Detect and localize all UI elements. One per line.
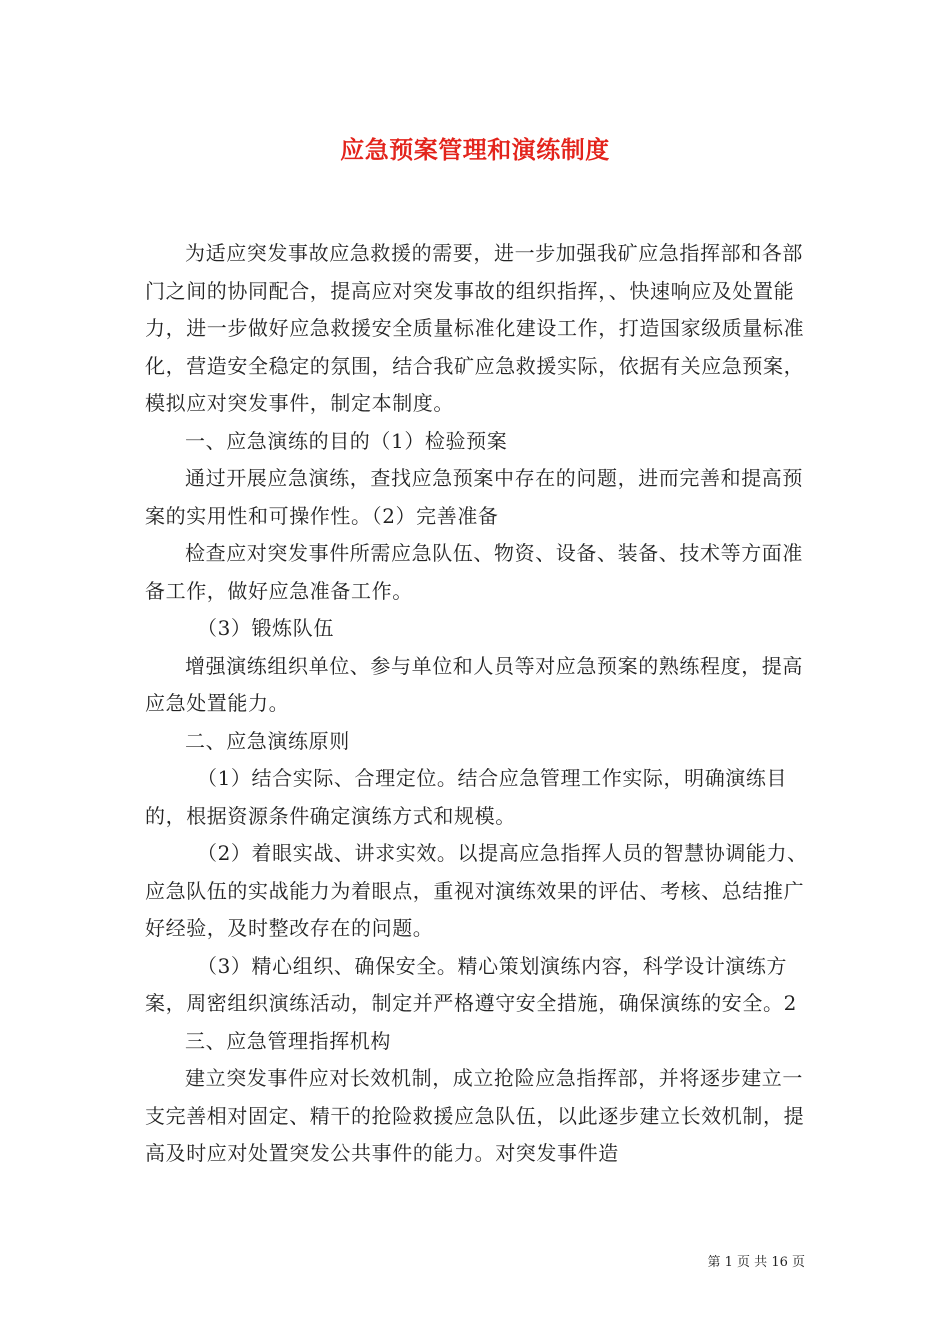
- paragraph-intro: 为适应突发事故应急救援的需要，进一步加强我矿应急指挥部和各部门之间的协同配合，提高应对突发事故的组织指挥，、快速响应及处置能力，进一步做好应急救援安全质量标准化建设工作，打造国家级质量标准化，营造安全稳定的氛围，结合我矿应急救援实际，依据有关应急预案，模拟应对突发事件，制定本制度。: [145, 241, 805, 415]
- paragraph-principle-1: （1）结合实际、合理定位。结合应急管理工作实际，明确演练目的，根据资源条件确定演练方式和规模。: [145, 766, 788, 828]
- paragraph-principle-2: （2）着眼实战、讲求实效。以提高应急指挥人员的智慧协调能力、应急队伍的实战能力为着眼点，重视对演练效果的评估、考核、总结推广好经验，及时整改存在的问题。: [145, 841, 808, 940]
- paragraph-inspect-plan: 通过开展应急演练，查找应急预案中存在的问题，进而完善和提高预案的实用性和可操作性。（2）完善准备: [145, 466, 803, 528]
- paragraph-train-team-heading: （3）锻炼队伍: [197, 616, 334, 640]
- paragraph-improve-preparation: 检查应对突发事件所需应急队伍、物资、设备、装备、技术等方面准备工作，做好应急准备工作。: [145, 541, 803, 603]
- paragraph-train-team: 增强演练组织单位、参与单位和人员等对应急预案的熟练程度，提高应急处置能力。: [145, 653, 803, 715]
- paragraph-principle-3: （3）精心组织、确保安全。精心策划演练内容，科学设计演练方案，周密组织演练活动，制定并严格遵守安全措施，确保演练的安全。2: [145, 953, 797, 1015]
- paragraph-section-3-heading: 三、应急管理指挥机构: [185, 1028, 391, 1053]
- paragraph-section-2-heading: 二、应急演练原则: [185, 728, 350, 753]
- document-body: [145, 235, 810, 1173]
- paragraph-command-structure: 建立突发事件应对长效机制，成立抢险应急指挥部，并将逐步建立一支完善相对固定、精干的抢险救援应急队伍，以此逐步建立长效机制，提高及时应对处置突发公共事件的能力。对突发事件造: [145, 1066, 805, 1165]
- paragraph-section-1-heading: 一、应急演练的目的（1）检验预案: [185, 428, 508, 453]
- document-title: 应急预案管理和演练制度: [340, 135, 610, 164]
- page-number-footer: 第 1 页 共 16 页: [707, 1255, 805, 1270]
